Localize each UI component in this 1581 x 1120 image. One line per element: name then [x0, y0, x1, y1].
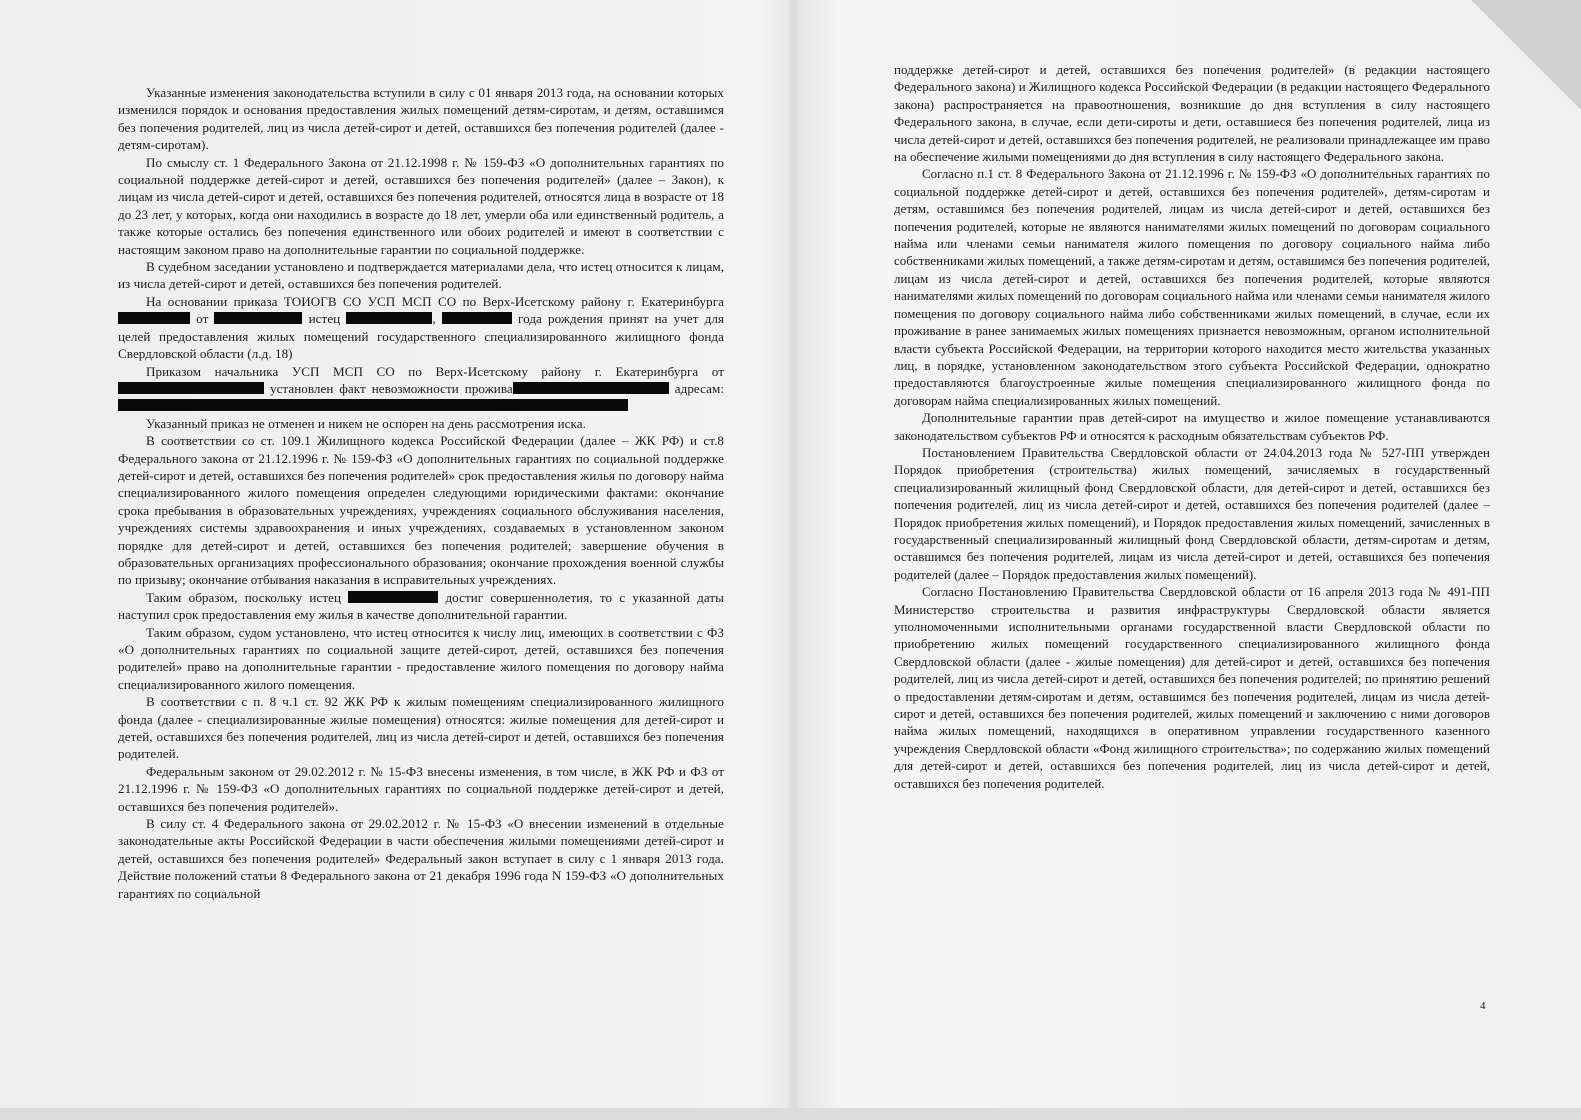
- page-fold: [786, 0, 802, 1120]
- paragraph: Указанные изменения законодательства вступили в силу с 01 января 2013 года, на основании которых изменился порядок и основания предоставления жилых помещений детям-сиротам, и детям, оставшимся без попечения родителей, лиц из числа детей-сирот и детей, оставшихся без попечения родителей (далее - детям-сиротам).: [118, 85, 724, 153]
- redaction-block: [513, 382, 669, 394]
- paragraph: [118, 293, 724, 363]
- paragraph: В соответствии со ст. 109.1 Жилищного кодекса Российской Федерации (далее – ЖК РФ) и ст.8 Федерального закона от 21.12.1996 г. № 159-ФЗ «О дополнительных гарантиях по социальной поддержке детей-сирот и детей, оставшихся без попечения родителей» срок предоставления жилья по договору найма специализированного жилого помещения определен следующими юридическими фактами: окончание срока пребывания в образовательных учреждениях, учреждениях социального обслуживания населения, учреждениях системы здравоохранения и иных учреждениях, создаваемых в установленном законом порядке для детей-сирот и детей, оставшихся без попечения родителей; завершение обучения в образовательных организациях профессионального образования; окончание прохождения военной службы по призыву; окончание отбывания наказания в исправительных учреждениях.: [118, 433, 724, 588]
- left-page-text: [118, 84, 724, 902]
- paragraph: Согласно Постановлению Правительства Свердловской области от 16 апреля 2013 года № 491-ПП Министерство строительства и развития инфраструктуры Свердловской области является уполномоченными исполнительными органами государственной власти Свердловской области по приобретению жилых помещений государственного специализированного жилищного фонда Свердловской области (далее - жилые помещения) для детей-сирот и детей, оставшихся без попечения родителей, лиц из числа детей-сирот и детей, оставшихся без попечения родителей; по принятию решений о предоставлении детям-сиротам и детям, оставшимся без попечения родителей, лицам из числа детей-сирот и детей, оставшихся без попечения родителей, жилых помещений и заключению с ними договоров найма жилых помещений, находящихся в оперативном управлении государственного казенного учреждения Свердловской области «Фонд жилищного строительства»; по содержанию жилых помещений для детей-сирот и детей, оставшихся без попечения родителей, лиц из числа детей-сирот и детей, оставшихся без попечения родителей.: [894, 585, 1490, 791]
- text-fragment: года рождения принят на учет для целей предоставления жилых помещений государственного специализированного жилищного фонда Свердловской области (л.д. 18): [118, 311, 725, 362]
- page-number: 4: [1480, 1000, 1486, 1012]
- redaction-block: [214, 312, 302, 324]
- text-fragment: Приказом начальника УСП МСП СО по Верх-Исетскому району г. Екатеринбурга от: [146, 363, 724, 379]
- paragraph: В соответствии с п. 8 ч.1 ст. 92 ЖК РФ к жилым помещениям специализированного жилищного фонда (далее - специализированные жилые помещения) относятся: жилые помещения для детей-сирот и детей, оставшихся без попечения родителей, лиц из числа детей-сирот и детей, оставшихся без попечения родителей.: [118, 694, 724, 762]
- paragraph: Дополнительные гарантии прав детей-сирот на имущество и жилое помещение устанавливаются законодательством субъектов РФ и относятся к расходным обязательствам субъектов РФ.: [894, 411, 1490, 443]
- scan-bottom-edge: [0, 1108, 1581, 1120]
- paragraph: В судебном заседании установлено и подтверждается материалами дела, что истец относится к лицам, из числа детей-сирот и детей, оставшихся без попечения родителей.: [118, 259, 724, 292]
- text-fragment: Таким образом, поскольку истец: [146, 589, 342, 605]
- paragraph: [118, 589, 724, 624]
- paragraph: По смыслу ст. 1 Федерального Закона от 21.12.1998 г. № 159-ФЗ «О дополнительных гарантиях по социальной поддержке детей-сирот и детей, оставшихся без попечения родителей» (далее – Закон), к лицам из числа детей-сирот и детей, оставшихся без попечения родителей, относятся лица в возрасте от 18 до 23 лет, у которых, когда они находились в возрасте до 18 лет, умерли оба или единственный родитель, а также которые остались без попечения единственного или обоих родителей и имеют в соответствии с настоящим законом право на дополнительные гарантии по социальной поддержке.: [118, 154, 724, 257]
- paragraph: Указанный приказ не отменен и никем не оспорен на день рассмотрения иска.: [146, 415, 586, 431]
- text-fragment: достиг совершеннолетия, то с указанной даты наступил срок предоставления ему жилья в качестве дополнительной гарантии.: [118, 589, 724, 623]
- paragraph: [118, 363, 724, 415]
- redaction-block: [118, 312, 190, 324]
- paragraph: Согласно п.1 ст. 8 Федерального Закона от 21.12.1996 г. № 159-ФЗ «О дополнительных гарантиях по социальной поддержке детей-сирот и детей, оставшихся без попечения родителей», детям-сиротам и детям, оставшимся без попечения родителей, лицам из числа детей-сирот и детей, оставшихся без попечения родителей, которые не являются нанимателями жилых помещений по договорам социального найма или членами семьи нанимателя жилого помещения по договору социального найма либо собственниками жилых помещений, а также детям-сиротам и детям, оставшимся без попечения родителей, лицам из числа детей-сирот и детей, оставшихся без попечения родителей, которые являются нанимателями жилых помещений по договорам социального найма или членами семьи нанимателя жилого помещения по договору социального найма либо собственниками жилых помещений, в случае, если их проживание в ранее занимаемых жилых помещениях признается невозможным, органом исполнительной власти субъекта Российской Федерации, на территории которого находится место жительства указанных лиц, в порядке, установленном законодательством этого субъекта Российской Федерации, однократно предоставляются благоустроенные жилые помещения специализированного жилищного фонда по договорам найма специализированных жилых помещений.: [894, 167, 1490, 408]
- right-page-text: [894, 62, 1490, 793]
- text-fragment: от: [196, 311, 209, 327]
- paragraph: Таким образом, судом установлено, что истец относится к числу лиц, имеющих в соответствии с ФЗ «О дополнительных гарантиях по социальной защите детей-сирот, детей, оставшихся без попечения родителей» право на дополнительные гарантии - предоставление жилого помещения по договору найма специализированного жилого помещения.: [118, 624, 724, 692]
- redaction-block: [348, 591, 438, 603]
- text-fragment: адресам:: [674, 380, 725, 396]
- paragraph: поддержке детей-сирот и детей, оставшихся без попечения родителей» (в редакции настоящего Федерального закона) и Жилищного кодекса Российской Федерации (в редакции настоящего Федерального закона) распространяется на правоотношения, возникшие до дня вступления в силу настоящего Федерального закона, в случае, если дети-сироты и дети, оставшиеся без попечения родителей, лица из числа детей-сирот и детей, оставшихся без попечения родителей, не реализовали принадлежащее им право на обеспечение жилыми помещениями до дня вступления в силу настоящего Федерального закона.: [894, 63, 1490, 165]
- text-fragment: На основании приказа ТОИОГВ СО УСП МСП СО по Верх-Исетскому району г. Екатеринбурга: [146, 293, 724, 309]
- text-fragment: установлен факт невозможности прожива: [269, 380, 513, 396]
- redaction-block: [346, 312, 432, 324]
- redaction-block: [118, 399, 628, 411]
- redaction-block: [442, 312, 512, 324]
- paragraph: Постановлением Правительства Свердловской области от 24.04.2013 года № 527-ПП утвержден Порядок приобретения (строительства) жилых помещений, зачисляемых в государственный специализированный жилищный фонд Свердловской области, для детей-сирот и детей, оставшихся без попечения родителей, лиц из числа детей-сирот и детей, оставшихся без попечения родителей (далее – Порядок приобретения жилых помещений), и Порядок предоставления жилых помещений, зачисленных в государственный специализированный жилищный фонд Свердловской области, детям-сиротам и детям, оставшимся без попечения родителей, лицам из числа детей-сирот и детей, оставшихся без попечения родителей (далее – Порядок предоставления жилых помещений).: [894, 445, 1490, 582]
- text-fragment: истец: [308, 311, 341, 327]
- paragraph: В силу ст. 4 Федерального закона от 29.02.2012 г. № 15-ФЗ «О внесении изменений в отдельные законодательные акты Российской Федерации в части обеспечения жилыми помещениями детей-сирот и детей, оставшихся без попечения родителей» Федеральный закон вступает в силу с 1 января 2013 года. Действие положений статьи 8 Федерального закона от 21 декабря 1996 года N 159-ФЗ «О дополнительных гарантиях по социальной: [118, 816, 724, 901]
- paragraph: Федеральным законом от 29.02.2012 г. № 15-ФЗ внесены изменения, в том числе, в ЖК РФ и ФЗ от 21.12.1996 г. № 159-ФЗ «О дополнительных гарантиях по социальной поддержке детей-сирот и детей, оставшихся без попечения родителей».: [118, 763, 724, 814]
- redaction-block: [118, 382, 264, 394]
- text-fragment: ,: [432, 311, 436, 327]
